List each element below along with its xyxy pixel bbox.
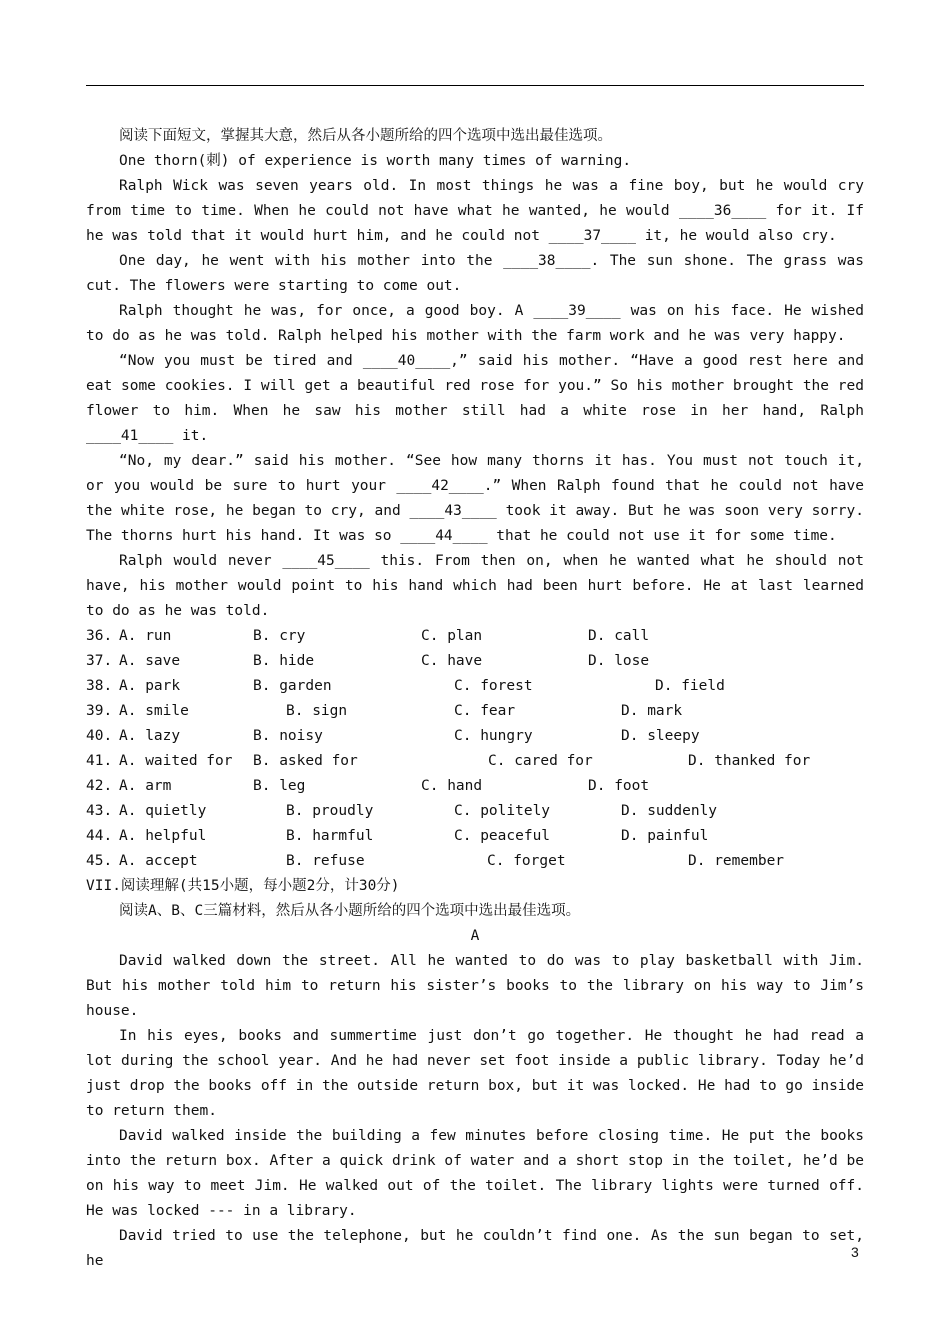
option-a: A. quietly (119, 803, 207, 819)
question-list (86, 624, 864, 874)
header-rule (86, 85, 864, 86)
cloze-paragraph: Ralph Wick was seven years old. In most things he was a fine boy, but he would cry from time to time. When he could not have what he wanted, he would ____36____ for it. If he was told that it would hurt him, and he could not ____37____ it, he would also cry. (86, 178, 864, 244)
question-row (86, 624, 864, 649)
question-row (86, 799, 864, 824)
option-d: D. call (588, 628, 650, 644)
option-d: D. lose (588, 653, 650, 669)
passage-paragraph: David walked down the street. All he wanted to do was to play basketball with Jim. But his mother told him to return his sister’s books to the library on his way to Jim’s house. (86, 953, 864, 1019)
option-d: D. remember (688, 853, 785, 869)
option-a: A. lazy (119, 728, 181, 744)
question-number: 41. (86, 753, 113, 769)
option-a: A. arm (119, 778, 172, 794)
option-b: B. leg (253, 778, 306, 794)
passage-paragraph: David walked inside the building a few minutes before closing time. He put the books into the return box. After a quick drink of water and a short stop in the toilet, he’d be on his way to meet Jim. He walked out of the toilet. The library lights were turned off. He was locked --- in a library. (86, 1128, 864, 1219)
option-c: C. peaceful (454, 828, 551, 844)
question-number: 45. (86, 853, 113, 869)
option-a: A. smile (119, 703, 189, 719)
question-row (86, 674, 864, 699)
question-number: 43. (86, 803, 113, 819)
question-row (86, 749, 864, 774)
question-row (86, 774, 864, 799)
question-number: 36. (86, 628, 113, 644)
option-c: C. cared for (488, 753, 593, 769)
cloze-instructions: 阅读下面短文，掌握其大意，然后从各小题所给的四个选项中选出最佳选项。 (119, 128, 612, 144)
option-c: C. hungry (454, 728, 533, 744)
option-a: A. park (119, 678, 181, 694)
option-c: C. plan (421, 628, 483, 644)
question-number: 39. (86, 703, 113, 719)
option-b: B. noisy (253, 728, 323, 744)
option-a: A. helpful (119, 828, 207, 844)
question-row (86, 849, 864, 874)
question-row (86, 699, 864, 724)
option-b: B. harmful (286, 828, 374, 844)
option-a: A. save (119, 653, 181, 669)
cloze-title-line: One thorn(刺) of experience is worth many times of warning. (119, 153, 632, 169)
option-b: B. proudly (286, 803, 374, 819)
option-c: C. have (421, 653, 483, 669)
reading-instructions: 阅读A、B、C三篇材料，然后从各小题所给的四个选项中选出最佳选项。 (119, 903, 581, 919)
option-d: D. painful (621, 828, 709, 844)
question-row (86, 824, 864, 849)
option-c: C. forget (487, 853, 566, 869)
option-b: B. sign (286, 703, 348, 719)
passage-paragraph: David tried to use the telephone, but he couldn’t find one. As the sun began to set, he (86, 1228, 864, 1269)
option-b: B. garden (253, 678, 332, 694)
option-d: D. sleepy (621, 728, 700, 744)
option-b: B. hide (253, 653, 315, 669)
option-d: D. thanked for (688, 753, 811, 769)
option-a: A. waited for (119, 753, 233, 769)
option-a: A. accept (119, 853, 198, 869)
passage-paragraph: In his eyes, books and summertime just don’t go together. He thought he had read a lot during the school year. And he had never set foot inside a public library. Today he’d just drop the books off in the outside return box, but it was locked. He had to go inside to return them. (86, 1028, 864, 1119)
option-c: C. politely (454, 803, 551, 819)
option-d: D. field (655, 678, 725, 694)
section-heading: VII.阅读理解(共15小题，每小题2分，计30分) (86, 878, 400, 894)
option-d: D. mark (621, 703, 683, 719)
page-number: 3 (851, 1244, 859, 1260)
question-row (86, 649, 864, 674)
cloze-paragraph: Ralph thought he was, for once, a good boy. A ____39____ was on his face. He wished to do as he was told. Ralph helped his mother with the farm work and he was very happy. (86, 303, 864, 344)
passage-label: A (470, 928, 480, 944)
question-row (86, 724, 864, 749)
option-d: D. suddenly (621, 803, 718, 819)
question-number: 38. (86, 678, 113, 694)
cloze-paragraph: “No, my dear.” said his mother. “See how many thorns it has. You must not touch it, or you would be sure to hurt your ____42____.” When Ralph found that he could not have the white rose, he began to cry, and ____43____ took it away. But he was soon very sorry. The thorns hurt his hand. It was so ____44____ that he could not use it for some time. (86, 453, 864, 544)
option-c: C. fear (454, 703, 516, 719)
option-b: B. cry (253, 628, 306, 644)
cloze-paragraph: One day, he went with his mother into the ____38____. The sun shone. The grass was cut. The flowers were starting to come out. (86, 253, 864, 294)
option-c: C. hand (421, 778, 483, 794)
option-d: D. foot (588, 778, 650, 794)
option-c: C. forest (454, 678, 533, 694)
page-content (86, 124, 864, 1274)
question-number: 42. (86, 778, 113, 794)
option-b: B. refuse (286, 853, 365, 869)
cloze-paragraph: “Now you must be tired and ____40____,” said his mother. “Have a good rest here and eat some cookies. I will get a beautiful red rose for you.” So his mother brought the red flower to him. When he saw his mother still had a white rose in her hand, Ralph ____41____ it. (86, 353, 864, 444)
cloze-paragraph: Ralph would never ____45____ this. From then on, when he wanted what he should not have, his mother would point to his hand which had been hurt before. He at last learned to do as he was told. (86, 553, 864, 619)
question-number: 37. (86, 653, 113, 669)
option-a: A. run (119, 628, 172, 644)
option-b: B. asked for (253, 753, 358, 769)
question-number: 40. (86, 728, 113, 744)
question-number: 44. (86, 828, 113, 844)
